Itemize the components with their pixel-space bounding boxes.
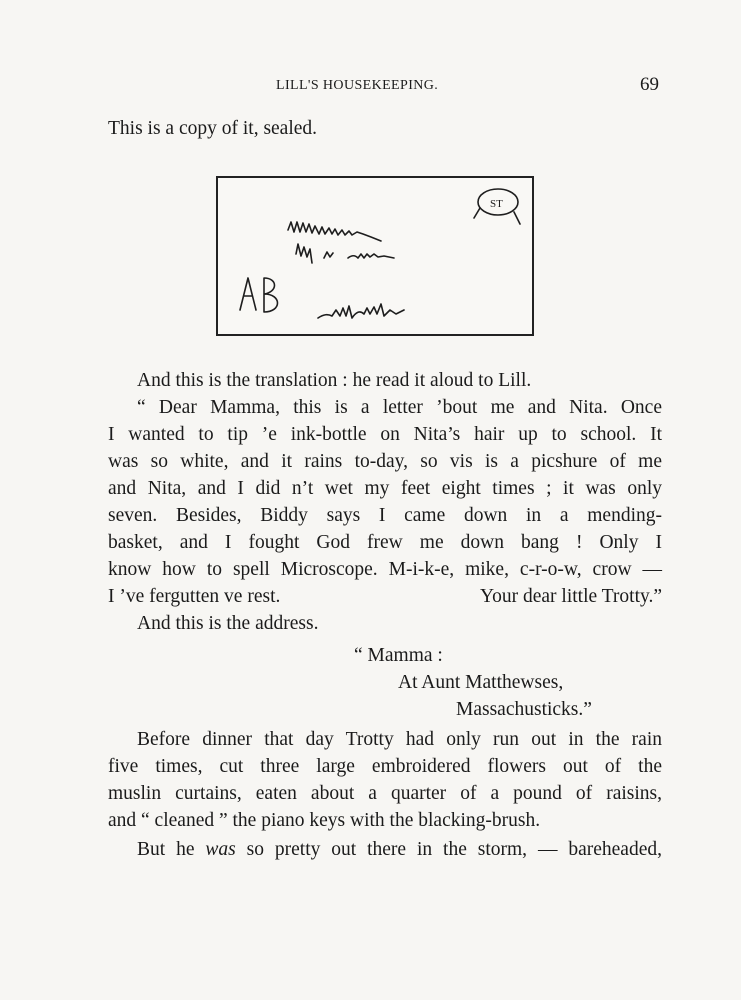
translation-line: And this is the translation : he read it aloud to Lill.: [137, 370, 532, 391]
address-line-1: “ Mamma :: [354, 645, 443, 666]
address-line-2: At Aunt Matthewses,: [398, 672, 564, 693]
page-number: 69: [640, 74, 659, 95]
closing-line-1: Before dinner that day Trotty had only run out in the rain: [137, 729, 662, 750]
letter-illustration: [216, 176, 534, 336]
stamp-letters: ST: [490, 198, 503, 210]
running-head: LILL'S HOUSEKEEPING.: [276, 78, 439, 93]
final-line-after: so pretty out there in the storm, — bareheaded,: [235, 839, 662, 860]
closing-line-3: muslin curtains, eaten about a quarter of a pound of raisins,: [108, 783, 662, 804]
letter-line-5: seven. Besides, Biddy says I came down in a mending-: [108, 505, 662, 526]
address-intro: And this is the address.: [137, 613, 319, 634]
letter-last-line: [108, 584, 662, 610]
letter-line-7: know how to spell Microscope. M-i-k-e, mike, c-r-o-w, crow —: [108, 559, 662, 580]
closing-line-2: five times, cut three large embroidered flowers out of the: [108, 756, 662, 777]
letter-line-6: basket, and I fought God frew me down bang ! Only I: [108, 532, 662, 553]
letter-last-left: I ’ve fergutten ve rest.: [108, 586, 281, 607]
letter-line-3: was so white, and it rains to-day, so vis is a picshure of me: [108, 451, 662, 472]
final-line-before: But he: [137, 839, 206, 860]
letter-line-1: “ Dear Mamma, this is a letter ’bout me and Nita. Once: [137, 397, 662, 418]
address-line-3: Massachusticks.”: [456, 699, 592, 720]
intro-line: This is a copy of it, sealed.: [108, 118, 318, 139]
letter-line-4: and Nita, and I did n’t wet my feet eight times ; it was only: [108, 478, 662, 499]
final-line-emphasis: was: [205, 839, 236, 860]
final-line: [137, 837, 662, 863]
scribble-drawing: [218, 178, 532, 334]
page-header: [0, 76, 741, 100]
letter-signature: Your dear little Trotty.”: [479, 586, 662, 607]
closing-line-4: and “ cleaned ” the piano keys with the blacking-brush.: [108, 810, 541, 831]
letter-line-2: I wanted to tip ’e ink-bottle on Nita’s hair up to school. It: [108, 424, 662, 445]
